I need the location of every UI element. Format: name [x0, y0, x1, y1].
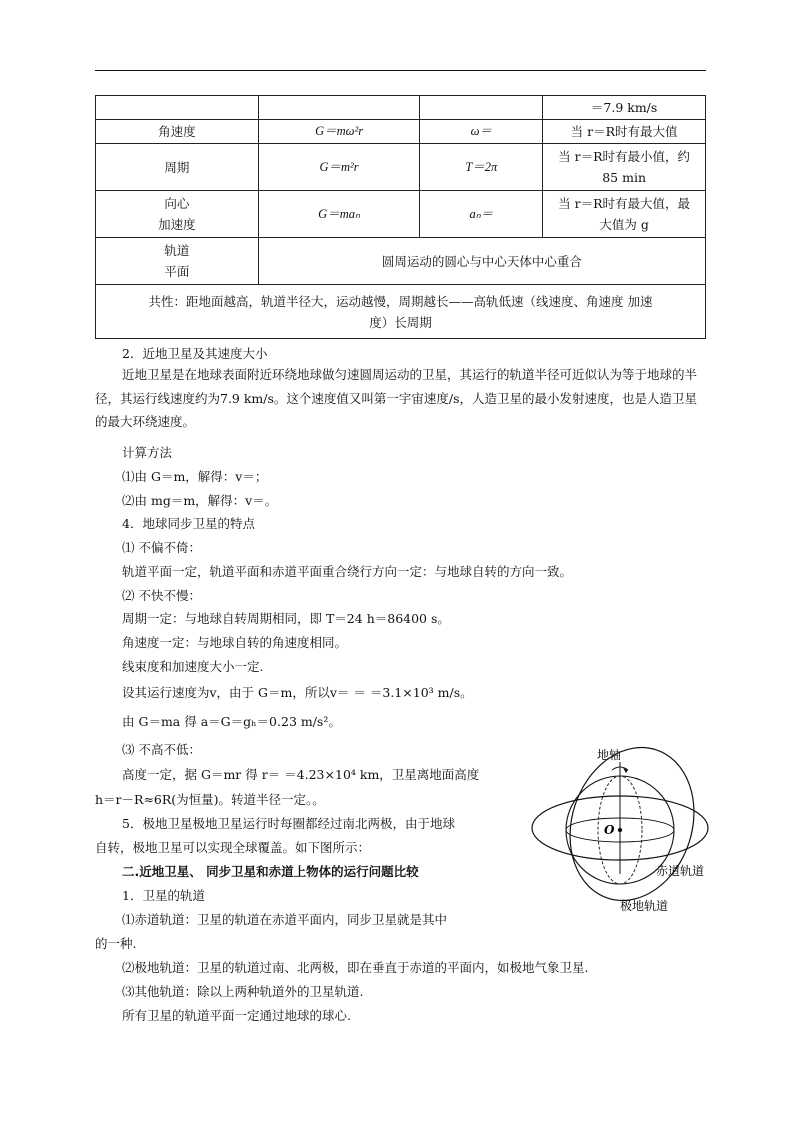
paragraph: 近地卫星是在地球表面附近环绕地球做匀速圆周运动的卫星，其运行的轨道半径可近似认为等于地球的半径，其运行线速度约为7.9 km/s。这个速度值又叫第一宇宙速度/s，人造卫星的最小发射速度，也是人造卫星的最大环绕速度。 [95, 367, 698, 429]
paragraph: 由 G＝ma 得 a＝G＝gₕ＝0.23 m/s²。 [122, 714, 341, 729]
table-cell: aₙ＝ [420, 191, 543, 238]
cell-line: 加速度 [158, 217, 196, 232]
paragraph: 所有卫星的轨道平面一定通过地球的球心. [122, 1008, 351, 1023]
cell-line: 当 r＝R时有最大值，最 [558, 196, 691, 211]
polar-orbit-label: 极地轨道 [620, 899, 669, 913]
table-cell: 圆周运动的圆心与中心天体中心重合 [258, 238, 705, 285]
cell-line: 当 r＝R时有最小值，约 [558, 149, 691, 164]
table-cell [96, 285, 706, 339]
cell-line: 向心 [164, 196, 190, 211]
paragraph: 轨道平面一定，轨道平面和赤道平面重合绕行方向一定：与地球自转的方向一致。 [122, 564, 573, 579]
cell-line: 共性：距地面越高，轨道半径大，运动越慢，周期越长——高轨低速（线速度、角速度 加速 [148, 293, 653, 309]
table-cell: 角速度 [96, 120, 259, 144]
cell-line: 轨道 [164, 243, 190, 258]
table-row [96, 285, 706, 339]
satellite-properties-table [95, 95, 706, 339]
earth-center-dot [618, 828, 622, 832]
paragraph: 周期一定：与地球自转周期相同，即 T＝24 h＝86400 s。 [122, 611, 450, 626]
paragraph: 设其运行速度为v，由于 G＝m，所以v＝ ＝ ＝3.1×10³ m/s。 [122, 685, 473, 700]
paragraph: h＝r－R≈6R(为恒量)。转道半径一定。。 [95, 792, 325, 807]
center-label: O [604, 823, 615, 837]
cell-line: 大值为 g [599, 217, 649, 232]
cell-line: 85 min [602, 170, 646, 185]
paragraph: ⑶ 不高不低： [122, 742, 201, 757]
table-cell: G＝m²r [258, 144, 420, 191]
table-cell: 当 r＝R时有最大值 [543, 120, 706, 144]
paragraph: ⑴赤道轨道：卫星的轨道在赤道平面内，同步卫星就是其中 [122, 912, 448, 927]
table-cell: G＝mω²r [258, 120, 420, 144]
table-cell [543, 144, 706, 191]
table-cell [258, 96, 420, 120]
table-row [96, 120, 706, 144]
paragraph: ⑴ 不偏不倚： [122, 540, 201, 555]
axis-label: 地轴 [597, 748, 622, 762]
table-row [96, 238, 706, 285]
header-rule [95, 70, 706, 71]
cell-line: 度）长周期 [369, 314, 432, 330]
paragraph: ⑵极地轨道：卫星的轨道过南、北两极，即在垂直于赤道的平面内，如极地气象卫星. [122, 960, 589, 975]
section-heading: 4．地球同步卫星的特点 [122, 516, 255, 531]
table-row [96, 96, 706, 120]
table-cell [96, 238, 259, 285]
paragraph: ⑵由 mg＝m，解得：v＝。 [122, 493, 278, 508]
table-cell: ω＝ [420, 120, 543, 144]
polar-orbit [551, 742, 713, 917]
paragraph: 高度一定，据 G＝mr 得 r＝ ＝4.23×10⁴ km，卫星离地面高度 [122, 767, 480, 782]
table-row [96, 144, 706, 191]
paragraph: 角速度一定：与地球自转的角速度相同。 [122, 635, 348, 650]
paragraph: ⑴由 G＝m，解得：v＝； [122, 469, 268, 484]
paragraph: 线束度和加速度大小一定. [122, 659, 264, 674]
table-cell [420, 96, 543, 120]
table-cell: G＝maₙ [258, 191, 420, 238]
table-cell [96, 96, 259, 120]
paragraph: 自转，极地卫星可以实现全球覆盖。如下图所示： [95, 840, 371, 855]
paragraph: 的一种. [95, 936, 137, 951]
table-cell: 周期 [96, 144, 259, 191]
table-cell: T＝2π [420, 144, 543, 191]
table-cell [96, 191, 259, 238]
table-cell [543, 191, 706, 238]
cell-line: 平面 [164, 264, 190, 279]
paragraph: ⑶其他轨道：除以上两种轨道外的卫星轨道. [122, 984, 364, 999]
paragraph: 1．卫星的轨道 [122, 888, 205, 903]
section-heading: 二.近地卫星、 同步卫星和赤道上物体的运行问题比较 [122, 864, 419, 879]
paragraph: ⑵ 不快不慢： [122, 588, 201, 603]
polar-equatorial-orbit-figure [528, 742, 718, 922]
paragraph: 计算方法 [122, 445, 173, 460]
table-cell: ＝7.9 km/s [543, 96, 706, 120]
section-heading: 2．近地卫星及其速度大小 [122, 346, 268, 361]
equator-orbit-label: 赤道轨道 [656, 864, 705, 878]
table-row [96, 191, 706, 238]
paragraph: 5．极地卫星极地卫星运行时每圈都经过南北两极，由于地球 [122, 816, 455, 831]
